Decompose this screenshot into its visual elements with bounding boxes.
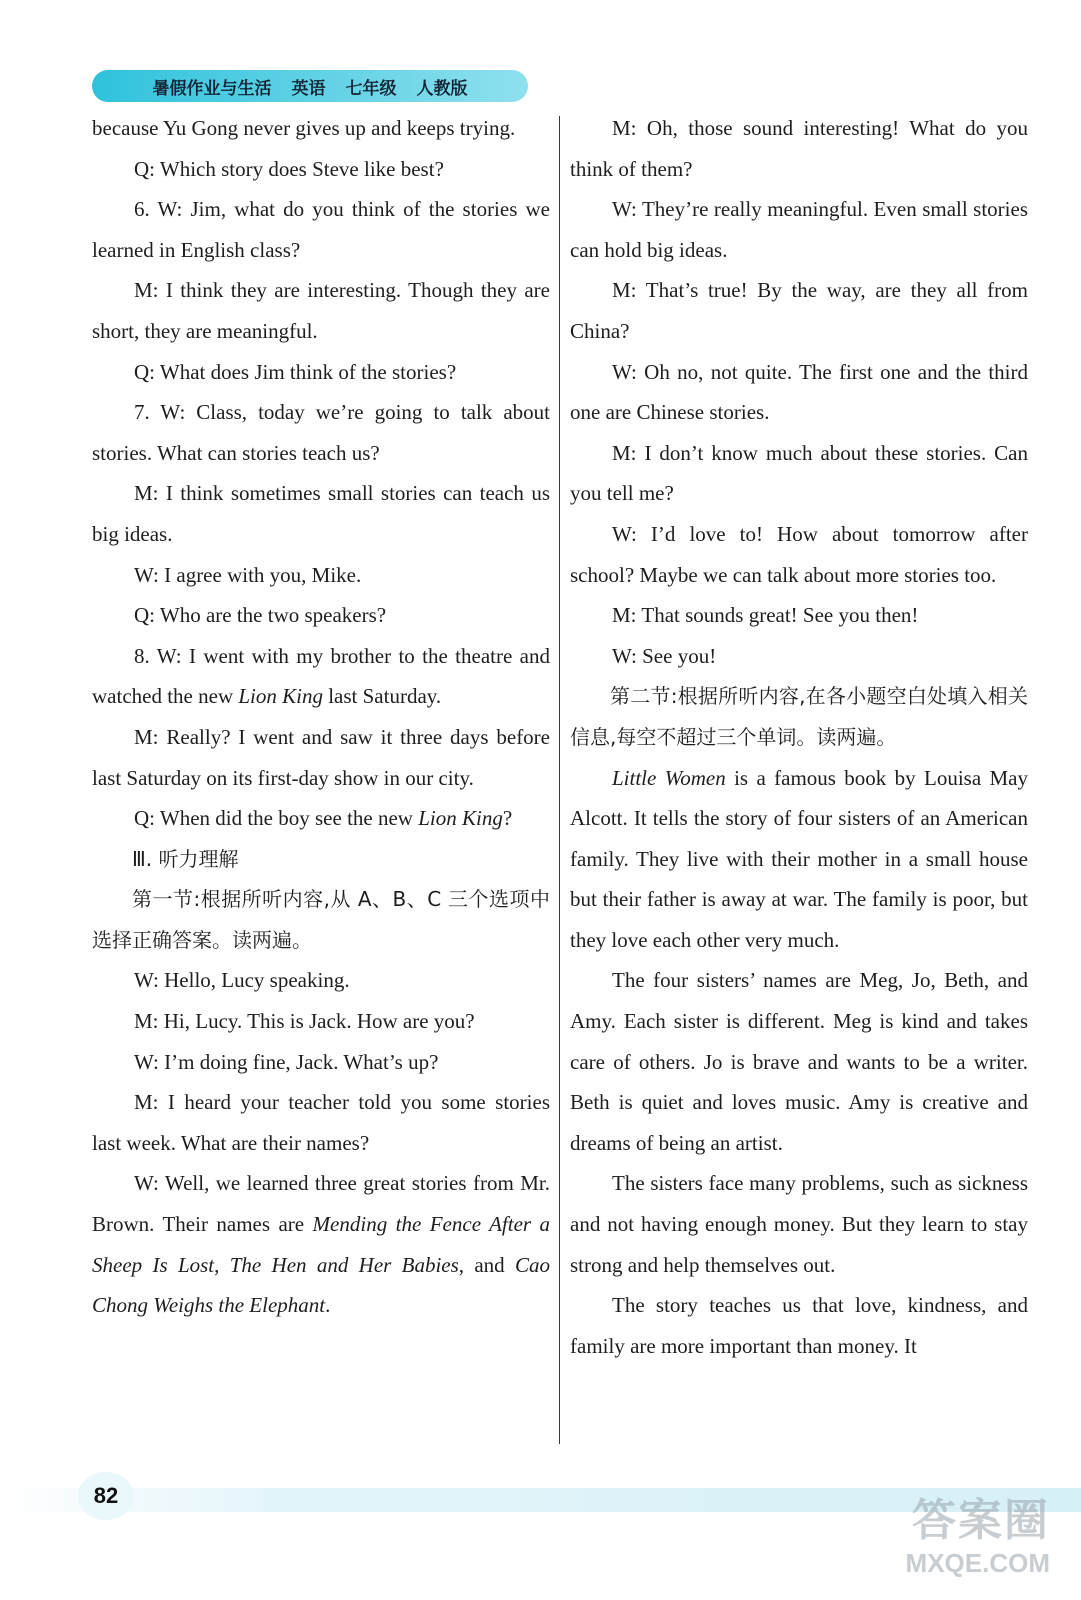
page-number: 82 [78, 1472, 134, 1520]
italic-title: Little Women [612, 765, 726, 790]
header-subject: 英语 [291, 78, 326, 99]
paragraph: W: Hello, Lucy speaking. [134, 968, 350, 993]
header-series: 暑假作业与生活 [152, 78, 272, 99]
text-run: last Saturday. [322, 684, 442, 709]
paragraph: M: Hi, Lucy. This is Jack. How are you? [134, 1009, 475, 1034]
paragraph: M: I heard your teacher told you some stories last week. What are their names? [92, 1090, 550, 1155]
section-instruction: 第二节:根据所听内容,在各小题空白处填入相关信息,每空不超过三个单词。读两遍。 [570, 684, 1028, 749]
paragraph: M: That’s true! By the way, are they all from China? [570, 278, 1028, 343]
watermark-url: MXQE.COM [905, 1548, 1050, 1578]
paragraph: The four sisters’ names are Meg, Jo, Beth, and Amy. Each sister is different. Meg is kind and takes care of others. Jo is brave and wants to be a writer. Beth is quiet and loves music. Amy is creative and dreams of being an artist. [570, 968, 1028, 1155]
watermark-text: 答案圈 [912, 1495, 1050, 1546]
paragraph: W: See you! [612, 643, 717, 668]
paragraph: M: Really? I went and saw it three days before last Saturday on its first-day show in our city. [92, 724, 550, 790]
paragraph: M: I think sometimes small stories can teach us big ideas. [92, 481, 550, 546]
italic-title: The Hen and Her Babies [229, 1252, 459, 1277]
paragraph: Q: What does Jim think of the stories? [134, 359, 457, 384]
italic-title: Lion King [238, 684, 323, 709]
italic-title: Lion King [418, 806, 503, 831]
paragraph: M: I think they are interesting. Though they are short, they are meaningful. [92, 278, 550, 343]
paragraph: M: I don’t know much about these stories. Can you tell me? [570, 440, 1028, 506]
text-run: is a famous book by Louisa May Alcott. It tells the story of four sisters of an American family. They live with their mother in a small house but their father is away at war. The family is poor, but they love each other very much. [570, 765, 1029, 952]
italic-title: Cao Chong Weighs the Elephant [92, 1252, 551, 1318]
right-column [570, 108, 1028, 1366]
paragraph [92, 798, 550, 839]
paragraph: W: I’d love to! How about tomorrow after school? Maybe we can talk about more stories too. [570, 521, 1028, 587]
paragraph: 6. W: Jim, what do you think of the stories we learned in English class? [92, 197, 550, 262]
paragraph: W: I agree with you, Mike. [134, 562, 362, 587]
section-instruction: 第一节:根据所听内容,从 A、B、C 三个选项中选择正确答案。读两遍。 [92, 887, 550, 952]
italic-title: Mending the Fence After a Sheep Is Lost [92, 1212, 550, 1277]
paragraph: M: Oh, those sound interesting! What do you think of them? [570, 116, 1028, 181]
text-run: 8. W: I went with my brother to the theatre and watched the new [92, 643, 550, 709]
text-run: ? [502, 806, 513, 831]
paragraph: W: They’re really meaningful. Even small stories can hold big ideas. [570, 197, 1028, 262]
text-run: . [325, 1293, 331, 1318]
paragraph [92, 1163, 550, 1325]
paragraph: 7. W: Class, today we’re going to talk about stories. What can stories teach us? [92, 400, 550, 465]
text-run: W: Well, we learned three great stories from Mr. Brown. Their names are [92, 1171, 550, 1237]
section-heading: Ⅲ. 听力理解 [132, 846, 239, 871]
paragraph [92, 636, 550, 717]
paragraph: W: Oh no, not quite. The first one and the third one are Chinese stories. [570, 359, 1028, 425]
left-column [92, 108, 550, 1326]
text-run: , and [458, 1252, 515, 1277]
paragraph: M: That sounds great! See you then! [612, 603, 919, 628]
watermark-logo [860, 1496, 1050, 1596]
header-banner [92, 70, 528, 102]
text-run: , [214, 1252, 230, 1277]
header-grade: 七年级 [345, 78, 397, 99]
paragraph: The story teaches us that love, kindness, and family are more important than money. It [570, 1293, 1028, 1358]
paragraph: Q: Who are the two speakers? [134, 603, 387, 628]
paragraph [570, 758, 1028, 961]
header-edition: 人教版 [416, 78, 468, 99]
paragraph: W: I’m doing fine, Jack. What’s up? [134, 1049, 439, 1074]
text-run: Q: When did the boy see the new [134, 806, 419, 831]
paragraph: because Yu Gong never gives up and keeps trying. [92, 116, 516, 140]
paragraph: The sisters face many problems, such as sickness and not having enough money. But they learn to stay strong and help themselves out. [570, 1171, 1028, 1277]
column-divider [559, 116, 560, 1444]
paragraph: Q: Which story does Steve like best? [134, 156, 444, 181]
